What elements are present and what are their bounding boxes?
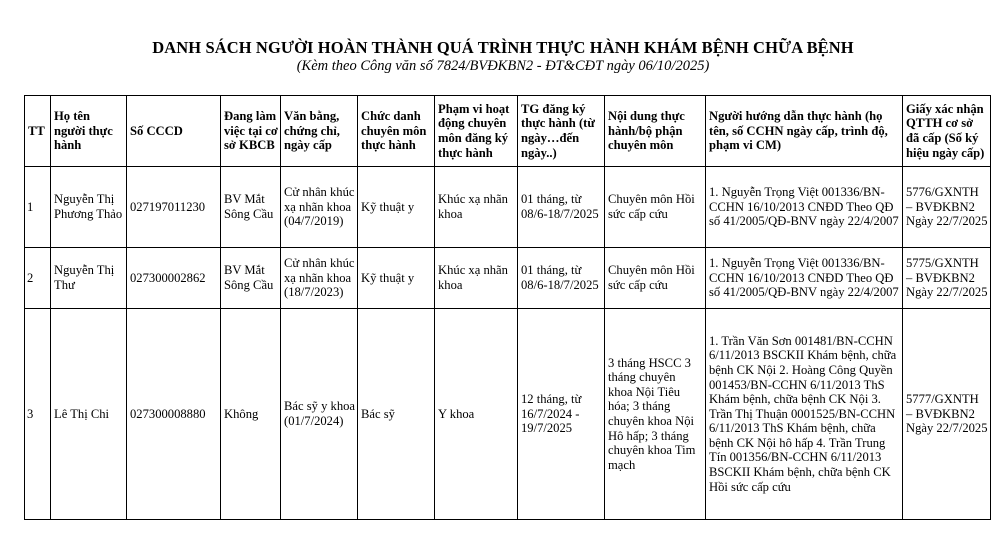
header-certificate: Giấy xác nhận QTTH cơ sở đã cấp (Số ký hiệu ngày cấp) (903, 96, 991, 167)
cell-cccd: 027197011230 (127, 167, 221, 248)
cell-workplace: BV Mắt Sông Cầu (221, 248, 281, 309)
cell-cccd: 027300008880 (127, 309, 221, 520)
header-degree: Văn bằng, chứng chỉ, ngày cấp (281, 96, 358, 167)
cell-certificate: 5776/GXNTH – BVĐKBN2 Ngày 22/7/2025 (903, 167, 991, 248)
cell-scope: Khúc xạ nhãn khoa (435, 248, 518, 309)
cell-degree: Cử nhân khúc xạ nhãn khoa (18/7/2023) (281, 248, 358, 309)
header-workplace: Đang làm việc tại cơ sở KBCB (221, 96, 281, 167)
cell-scope: Khúc xạ nhãn khoa (435, 167, 518, 248)
cell-content: 3 tháng HSCC 3 tháng chuyên khoa Nội Tiêu hóa; 3 tháng chuyên khoa Nội Hô hấp; 3 tháng chuyên khoa Tim mạch (605, 309, 706, 520)
cell-title: Kỹ thuật y (358, 248, 435, 309)
cell-period: 01 tháng, từ 08/6-18/7/2025 (518, 167, 605, 248)
cell-certificate: 5777/GXNTH – BVĐKBN2 Ngày 22/7/2025 (903, 309, 991, 520)
table-row (25, 309, 991, 520)
header-period: TG đăng ký thực hành (từ ngày…đến ngày..) (518, 96, 605, 167)
header-cccd: Số CCCD (127, 96, 221, 167)
header-tt: TT (25, 96, 51, 167)
table-header-row (25, 96, 991, 167)
header-supervisor: Người hướng dẫn thực hành (họ tên, số CCHN ngày cấp, trình độ, phạm vi CM) (706, 96, 903, 167)
table-row (25, 167, 991, 248)
cell-supervisor: 1. Nguyễn Trọng Việt 001336/BN-CCHN 16/10/2013 CNĐD Theo QĐ số 41/2005/QĐ-BNV ngày 22/4/2007 (706, 248, 903, 309)
header-title: Chức danh chuyên môn thực hành (358, 96, 435, 167)
document-subtitle: (Kèm theo Công văn số 7824/BVĐKBN2 - ĐT&CĐT ngày 06/10/2025) (296, 58, 710, 74)
cell-degree: Bác sỹ y khoa (01/7/2024) (281, 309, 358, 520)
cell-tt: 1 (25, 167, 51, 248)
document-title: DANH SÁCH NGƯỜI HOÀN THÀNH QUÁ TRÌNH THỰC HÀNH KHÁM BỆNH CHỮA BỆNH (152, 38, 854, 57)
cell-title: Kỹ thuật y (358, 167, 435, 248)
cell-tt: 3 (25, 309, 51, 520)
cell-name: Nguyễn Thị Phương Thảo (51, 167, 127, 248)
cell-workplace: Không (221, 309, 281, 520)
cell-content: Chuyên môn Hồi sức cấp cứu (605, 248, 706, 309)
header-name: Họ tên người thực hành (51, 96, 127, 167)
cell-supervisor: 1. Nguyễn Trọng Việt 001336/BN-CCHN 16/10/2013 CNĐD Theo QĐ số 41/2005/QĐ-BNV ngày 22/4/2007 (706, 167, 903, 248)
table-row (25, 248, 991, 309)
cell-cccd: 027300002862 (127, 248, 221, 309)
cell-content: Chuyên môn Hồi sức cấp cứu (605, 167, 706, 248)
cell-period: 01 tháng, từ 08/6-18/7/2025 (518, 248, 605, 309)
cell-certificate: 5775/GXNTH – BVĐKBN2 Ngày 22/7/2025 (903, 248, 991, 309)
practitioner-table (24, 95, 991, 520)
cell-degree: Cử nhân khúc xạ nhãn khoa (04/7/2019) (281, 167, 358, 248)
cell-workplace: BV Mắt Sông Cầu (221, 167, 281, 248)
cell-scope: Y khoa (435, 309, 518, 520)
cell-title: Bác sỹ (358, 309, 435, 520)
cell-name: Nguyễn Thị Thư (51, 248, 127, 309)
header-scope: Phạm vi hoạt động chuyên môn đăng ký thực hành (435, 96, 518, 167)
cell-period: 12 tháng, từ 16/7/2024 - 19/7/2025 (518, 309, 605, 520)
cell-tt: 2 (25, 248, 51, 309)
header-content: Nội dung thực hành/bộ phận chuyên môn (605, 96, 706, 167)
cell-supervisor: 1. Trần Văn Sơn 001481/BN-CCHN 6/11/2013 BSCKII Khám bệnh, chữa bệnh CK Nội 2. Hoàng Công Quyền 001453/BN-CCHN 6/11/2013 ThS Khám bệnh, chữa bệnh CK Nội 3. Trần Thị Thuận 0001525/BN-CCHN 6/11/2013 ThS Khám bệnh, chữa bệnh CK Nội hô hấp 4. Trần Trung Tín 001356/BN-CCHN 6/11/2013 BSCKII Khám bệnh, chữa bệnh CK Hồi sức cấp cứu (706, 309, 903, 520)
cell-name: Lê Thị Chi (51, 309, 127, 520)
